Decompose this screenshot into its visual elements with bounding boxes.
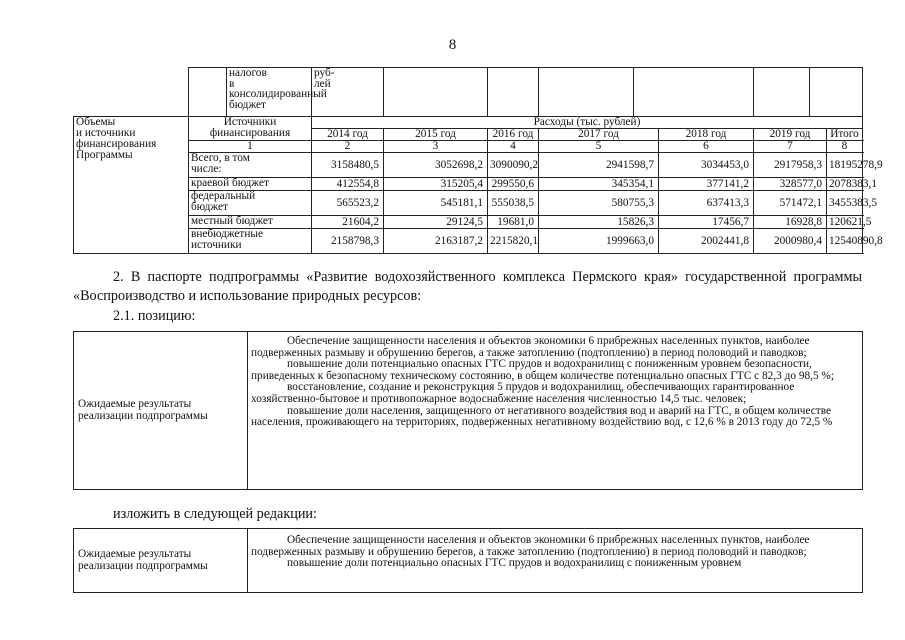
year-header: 2017 год — [539, 129, 659, 141]
year-header: 2019 год — [754, 129, 827, 141]
value-cell: 2000980,4 — [754, 229, 827, 254]
table-row — [74, 178, 863, 191]
value-cell: 3455383,5 — [827, 191, 863, 216]
page-number: 8 — [448, 37, 457, 53]
carry-source-line: бюджет — [229, 98, 266, 111]
row-label — [189, 229, 312, 254]
year-header: Итого — [827, 129, 863, 141]
value-cell: 3052698,2 — [384, 153, 488, 178]
results-label-line: реализации подпрограммы — [78, 409, 208, 422]
value-cell: 3158480,5 — [312, 153, 384, 178]
table-row — [74, 229, 863, 254]
row-label-line: бюджет — [191, 201, 228, 213]
column-numbers-row — [74, 141, 863, 153]
value-cell: 3090090,2 — [488, 153, 539, 178]
result-item: повышение доли потенциально опасных ГТС прудов и водохранилищ с пониженным уровнем безопасности, приведенных к безопасному техническому состоянию, в общем количестве потенциально опасных ГТС с 82,3 до 98,5 %; — [251, 358, 834, 382]
value-cell: 12540890,8 — [827, 229, 863, 254]
table-row — [74, 216, 863, 229]
row-label — [189, 153, 312, 178]
value-cell: 2917958,3 — [754, 153, 827, 178]
financing-section-label — [74, 117, 189, 254]
value-cell: 2163187,2 — [384, 229, 488, 254]
result-item: Обеспечение защищенности населения и объектов экономики 6 прибрежных населенных пунктов, наиболее подверженных размыву и обрушению берегов, а также затоплению (подтоплению) в период половодий и паводков; — [251, 335, 810, 359]
value-cell: 21604,2 — [312, 216, 384, 229]
sources-header-line: Источники — [223, 116, 277, 128]
results-label — [74, 332, 248, 490]
value-cell: 555038,5 — [488, 191, 539, 216]
value-cell: 545181,1 — [384, 191, 488, 216]
section-label-line: Объемы — [76, 116, 116, 128]
value-cell: 3034453,0 — [659, 153, 754, 178]
section-label-line: финансирования — [76, 138, 157, 150]
row-label-line: краевой бюджет — [191, 177, 269, 189]
value-cell: 1999663,0 — [539, 229, 659, 254]
section-label-line: и источники — [76, 127, 136, 139]
results-label-line: реализации подпрограммы — [78, 559, 208, 572]
value-cell: 565523,2 — [312, 191, 384, 216]
value-cell: 571472,1 — [754, 191, 827, 216]
year-header: 2016 год — [488, 129, 539, 141]
row-label-line: местный бюджет — [191, 215, 273, 227]
value-cell: 2941598,7 — [539, 153, 659, 178]
value-cell: 580755,3 — [539, 191, 659, 216]
result-item: повышение доли населения, защищенного от негативного воздействия вод и аварий на ГТС, в общем количестве населения, проживающего на территориях, подверженных негативному воздействию вод, с 12,6 % в 2013 году до 72,5 % — [251, 404, 833, 429]
row-label — [189, 191, 312, 216]
year-header: 2015 год — [384, 129, 488, 141]
value-cell: 328577,0 — [754, 178, 827, 191]
row-label — [189, 216, 312, 229]
year-header: 2014 год — [312, 129, 384, 141]
row-label — [189, 178, 312, 191]
section-label-line: Программы — [76, 149, 133, 161]
table-row — [74, 153, 863, 178]
result-item: Обеспечение защищенности населения и объектов экономики 6 прибрежных населенных пунктов, наиболее подверженных размыву и обрушению берегов, а также затоплению (подтоплению) в период половодий и паводков; — [251, 534, 810, 558]
carry-source-line: налогов — [229, 67, 267, 79]
col-number: 3 — [384, 141, 488, 153]
results-table-new — [73, 528, 863, 593]
paragraph-2 — [73, 268, 862, 306]
value-cell: 412554,8 — [312, 178, 384, 191]
col-number: 2 — [312, 141, 384, 153]
results-content — [248, 529, 863, 593]
row-label-line: числе: — [191, 163, 222, 175]
value-cell: 2158798,3 — [312, 229, 384, 254]
value-cell: 19681,0 — [488, 216, 539, 229]
row-label-line: Всего, в том — [191, 152, 250, 164]
results-label-line: Ожидаемые результаты — [78, 547, 192, 560]
value-cell: 120621,5 — [827, 216, 863, 229]
value-cell: 315205,4 — [384, 178, 488, 191]
value-cell: 15826,3 — [539, 216, 659, 229]
paragraph-2-text: 2. В паспорте подпрограммы «Развитие водохозяйственного комплекса Пермского края» государственной программы «Воспроизводство и использование природных ресурсов: — [73, 269, 862, 304]
row-label-line: источники — [191, 239, 242, 251]
results-label — [74, 529, 248, 593]
financing-table — [73, 67, 883, 254]
row-label-line: внебюджетные — [191, 228, 264, 240]
col-number: 8 — [827, 141, 863, 153]
col-number: 7 — [754, 141, 827, 153]
paragraph-new-edition: изложить в следующей редакции: — [113, 506, 317, 522]
table-row — [74, 191, 863, 216]
expenses-header: Расходы (тыс. рублей) — [312, 117, 863, 129]
value-cell: 2002441,8 — [659, 229, 754, 254]
value-cell: 299550,6 — [488, 178, 539, 191]
result-item: повышение доли потенциально опасных ГТС прудов и водохранилищ с пониженным уровнем — [287, 557, 742, 570]
col-number: 6 — [659, 141, 754, 153]
col-number: 1 — [189, 141, 312, 153]
value-cell: 16928,8 — [754, 216, 827, 229]
sources-header — [189, 117, 312, 141]
carry-source-line: в — [229, 77, 235, 90]
value-cell: 377141,2 — [659, 178, 754, 191]
results-label-line: Ожидаемые результаты — [78, 397, 192, 410]
col-number: 4 — [488, 141, 539, 153]
value-cell: 18195278,9 — [827, 153, 863, 178]
carry-over-row — [74, 68, 863, 117]
results-content — [248, 332, 863, 490]
carry-unit-line: руб- — [314, 67, 335, 79]
paragraph-2-1: 2.1. позицию: — [113, 308, 196, 324]
value-cell: 2215820,1 — [488, 229, 539, 254]
year-header: 2018 год — [659, 129, 754, 141]
value-cell: 2078383,1 — [827, 178, 863, 191]
carry-unit-line: лей — [314, 77, 331, 90]
value-cell: 637413,3 — [659, 191, 754, 216]
value-cell: 29124,5 — [384, 216, 488, 229]
col-number: 5 — [539, 141, 659, 153]
results-table-old — [73, 331, 863, 490]
sources-header-line: финансирования — [209, 127, 291, 139]
result-item: восстановление, создание и реконструкция 5 прудов и водохранилищ, обеспечивающих гарантированное хозяйственно-бытовое и противопожарное водоснабжение населения численностью 14,5 тыс. человек; — [251, 381, 795, 405]
row-label-line: федеральный — [191, 190, 256, 202]
carry-source-line: консолидированный — [229, 88, 327, 100]
value-cell: 17456,7 — [659, 216, 754, 229]
value-cell: 345354,1 — [539, 178, 659, 191]
